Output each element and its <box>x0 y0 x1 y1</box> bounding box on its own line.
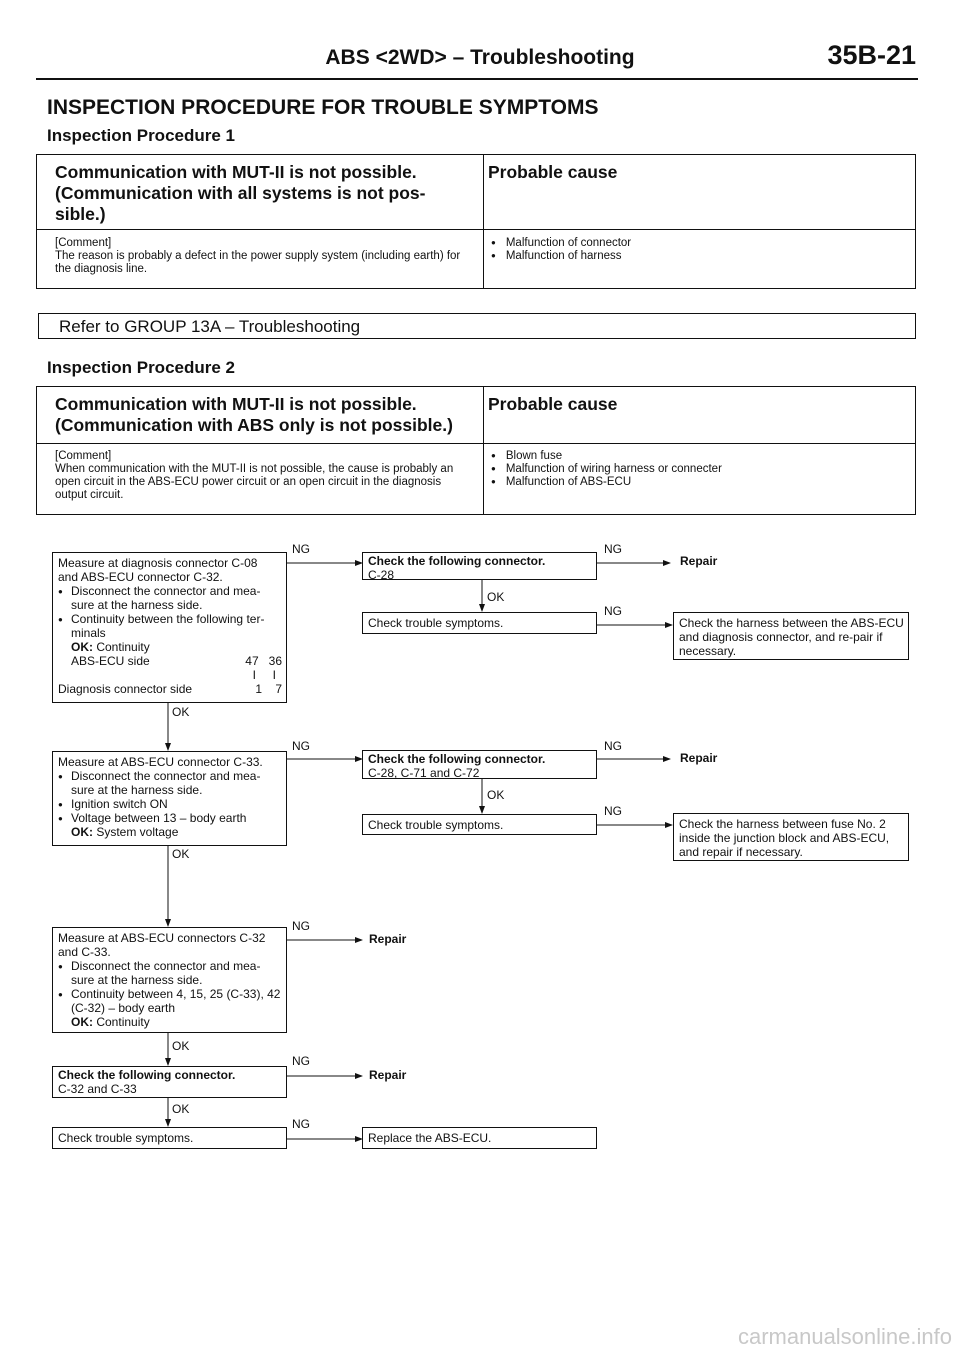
step-bullet: ● Ignition switch ON <box>58 797 282 811</box>
refer-group-box: Refer to GROUP 13A – Troubleshooting <box>38 313 916 339</box>
pin-side-label: ABS-ECU side <box>71 654 150 668</box>
ok-label: OK <box>487 590 505 604</box>
step-text: and ABS-ECU connector C-32. <box>58 570 223 584</box>
repair-label: Repair <box>369 932 407 946</box>
ng-label: NG <box>292 1054 310 1068</box>
cause-item: ● Malfunction of harness <box>491 250 631 263</box>
pin-numbers: 1 7 <box>255 682 282 696</box>
check-connector-box <box>52 1066 287 1098</box>
step-bullet: ● Voltage between 13 – body earth <box>58 811 282 825</box>
step2-measure-box <box>52 751 287 846</box>
ok-label: OK <box>172 1102 190 1116</box>
ok-label: OK <box>487 788 505 802</box>
step1-measure-box <box>52 552 287 703</box>
step-bullet: ● Disconnect the connector and mea-sure at the harness side. <box>58 769 282 797</box>
cause-item: ● Malfunction of connector <box>491 237 631 250</box>
pin-side-label: Diagnosis connector side <box>58 682 193 696</box>
section-title: INSPECTION PROCEDURE FOR TROUBLE SYMPTOMS <box>47 96 599 119</box>
pin-separator: I I <box>252 668 276 682</box>
ok-value: Continuity <box>96 1015 150 1029</box>
box-title: Check the following connector. <box>58 1068 236 1082</box>
box-title: Check the following connector. <box>368 752 546 766</box>
ok-label: OK: <box>71 825 93 839</box>
ok-label: OK <box>172 847 190 861</box>
comment-label: [Comment] <box>55 450 112 462</box>
symptom-line: sible.) <box>55 204 106 224</box>
ok-label: OK: <box>71 1015 93 1029</box>
page-header-title: ABS <2WD> – Troubleshooting <box>325 46 635 69</box>
connector-id: C-28, C-71 and C-72 <box>368 766 480 780</box>
cause-item: ● Malfunction of ABS-ECU <box>491 476 722 489</box>
repair-label: Repair <box>680 554 718 568</box>
ng-label: NG <box>604 804 622 818</box>
ok-label: OK: <box>71 640 93 654</box>
check-trouble-box: Check trouble symptoms. <box>362 612 597 634</box>
check-trouble-box: Check trouble symptoms. <box>52 1127 287 1149</box>
ng-label: NG <box>292 739 310 753</box>
symptom-line: Communication with MUT-II is not possible. <box>55 162 417 182</box>
ng-label: NG <box>604 739 622 753</box>
step-text: Measure at ABS-ECU connectors C-32 <box>58 931 266 945</box>
probable-cause-label: Probable cause <box>488 394 618 414</box>
ng-label: NG <box>292 542 310 556</box>
repair-label: Repair <box>680 751 718 765</box>
check-trouble-box: Check trouble symptoms. <box>362 814 597 835</box>
cause-item: ● Blown fuse <box>491 450 722 463</box>
step-text: Measure at diagnosis connector C-08 <box>58 556 258 570</box>
procedure2-heading: Inspection Procedure 2 <box>47 358 235 377</box>
harness-check-box: Check the harness between fuse No. 2 inside the junction block and ABS-ECU, and repair if necessary. <box>673 813 909 861</box>
pin-numbers: 47 36 <box>245 654 282 668</box>
comment-text: When communication with the MUT-II is not possible, the cause is probably an open circuit in the ABS-ECU power circuit or an open circuit in the diagnosis output circuit. <box>55 463 454 501</box>
probable-cause-label: Probable cause <box>488 162 618 182</box>
ok-label: OK <box>172 705 190 719</box>
step-bullet: ● Disconnect the connector and mea-sure at the harness side. <box>58 584 282 612</box>
box-title: Check the following connector. <box>368 554 546 568</box>
comment-text: The reason is probably a defect in the power supply system (including earth) for the diagnosis line. <box>55 250 461 275</box>
check-connector-box <box>362 750 597 779</box>
ok-value: Continuity <box>96 640 150 654</box>
step-bullet: ● Disconnect the connector and mea-sure at the harness side. <box>58 959 282 987</box>
harness-check-box: Check the harness between the ABS-ECU and diagnosis connector, and re-pair if necessary. <box>673 612 909 660</box>
step-text: Measure at ABS-ECU connector C-33. <box>58 755 263 769</box>
repair-label: Repair <box>369 1068 407 1082</box>
step3-measure-box <box>52 927 287 1033</box>
symptom-line: (Communication with ABS only is not possible.) <box>55 415 453 435</box>
symptom-line: Communication with MUT-II is not possible. <box>55 394 417 414</box>
connector-id: C-32 and C-33 <box>58 1082 137 1096</box>
step-text: and C-33. <box>58 945 111 959</box>
replace-ecu-box: Replace the ABS-ECU. <box>362 1127 597 1149</box>
watermark: carmanualsonline.info <box>737 1324 952 1349</box>
step-bullet: ● Continuity between the following ter-minals <box>58 612 282 640</box>
ok-label: OK <box>172 1039 190 1053</box>
ng-label: NG <box>604 604 622 618</box>
page-number: 35B-21 <box>827 40 916 70</box>
connector-id: C-28 <box>368 568 395 582</box>
ng-label: NG <box>292 1117 310 1131</box>
step-bullet: ● Continuity between 4, 15, 25 (C-33), 42 (C-32) – body earth <box>58 987 282 1015</box>
ng-label: NG <box>604 542 622 556</box>
check-connector-box <box>362 552 597 580</box>
comment-label: [Comment] <box>55 237 112 249</box>
symptom-line: (Communication with all systems is not pos- <box>55 183 426 203</box>
procedure1-heading: Inspection Procedure 1 <box>47 126 235 145</box>
ng-label: NG <box>292 919 310 933</box>
cause-item: ● Malfunction of wiring harness or connecter <box>491 463 722 476</box>
ok-value: System voltage <box>96 825 179 839</box>
